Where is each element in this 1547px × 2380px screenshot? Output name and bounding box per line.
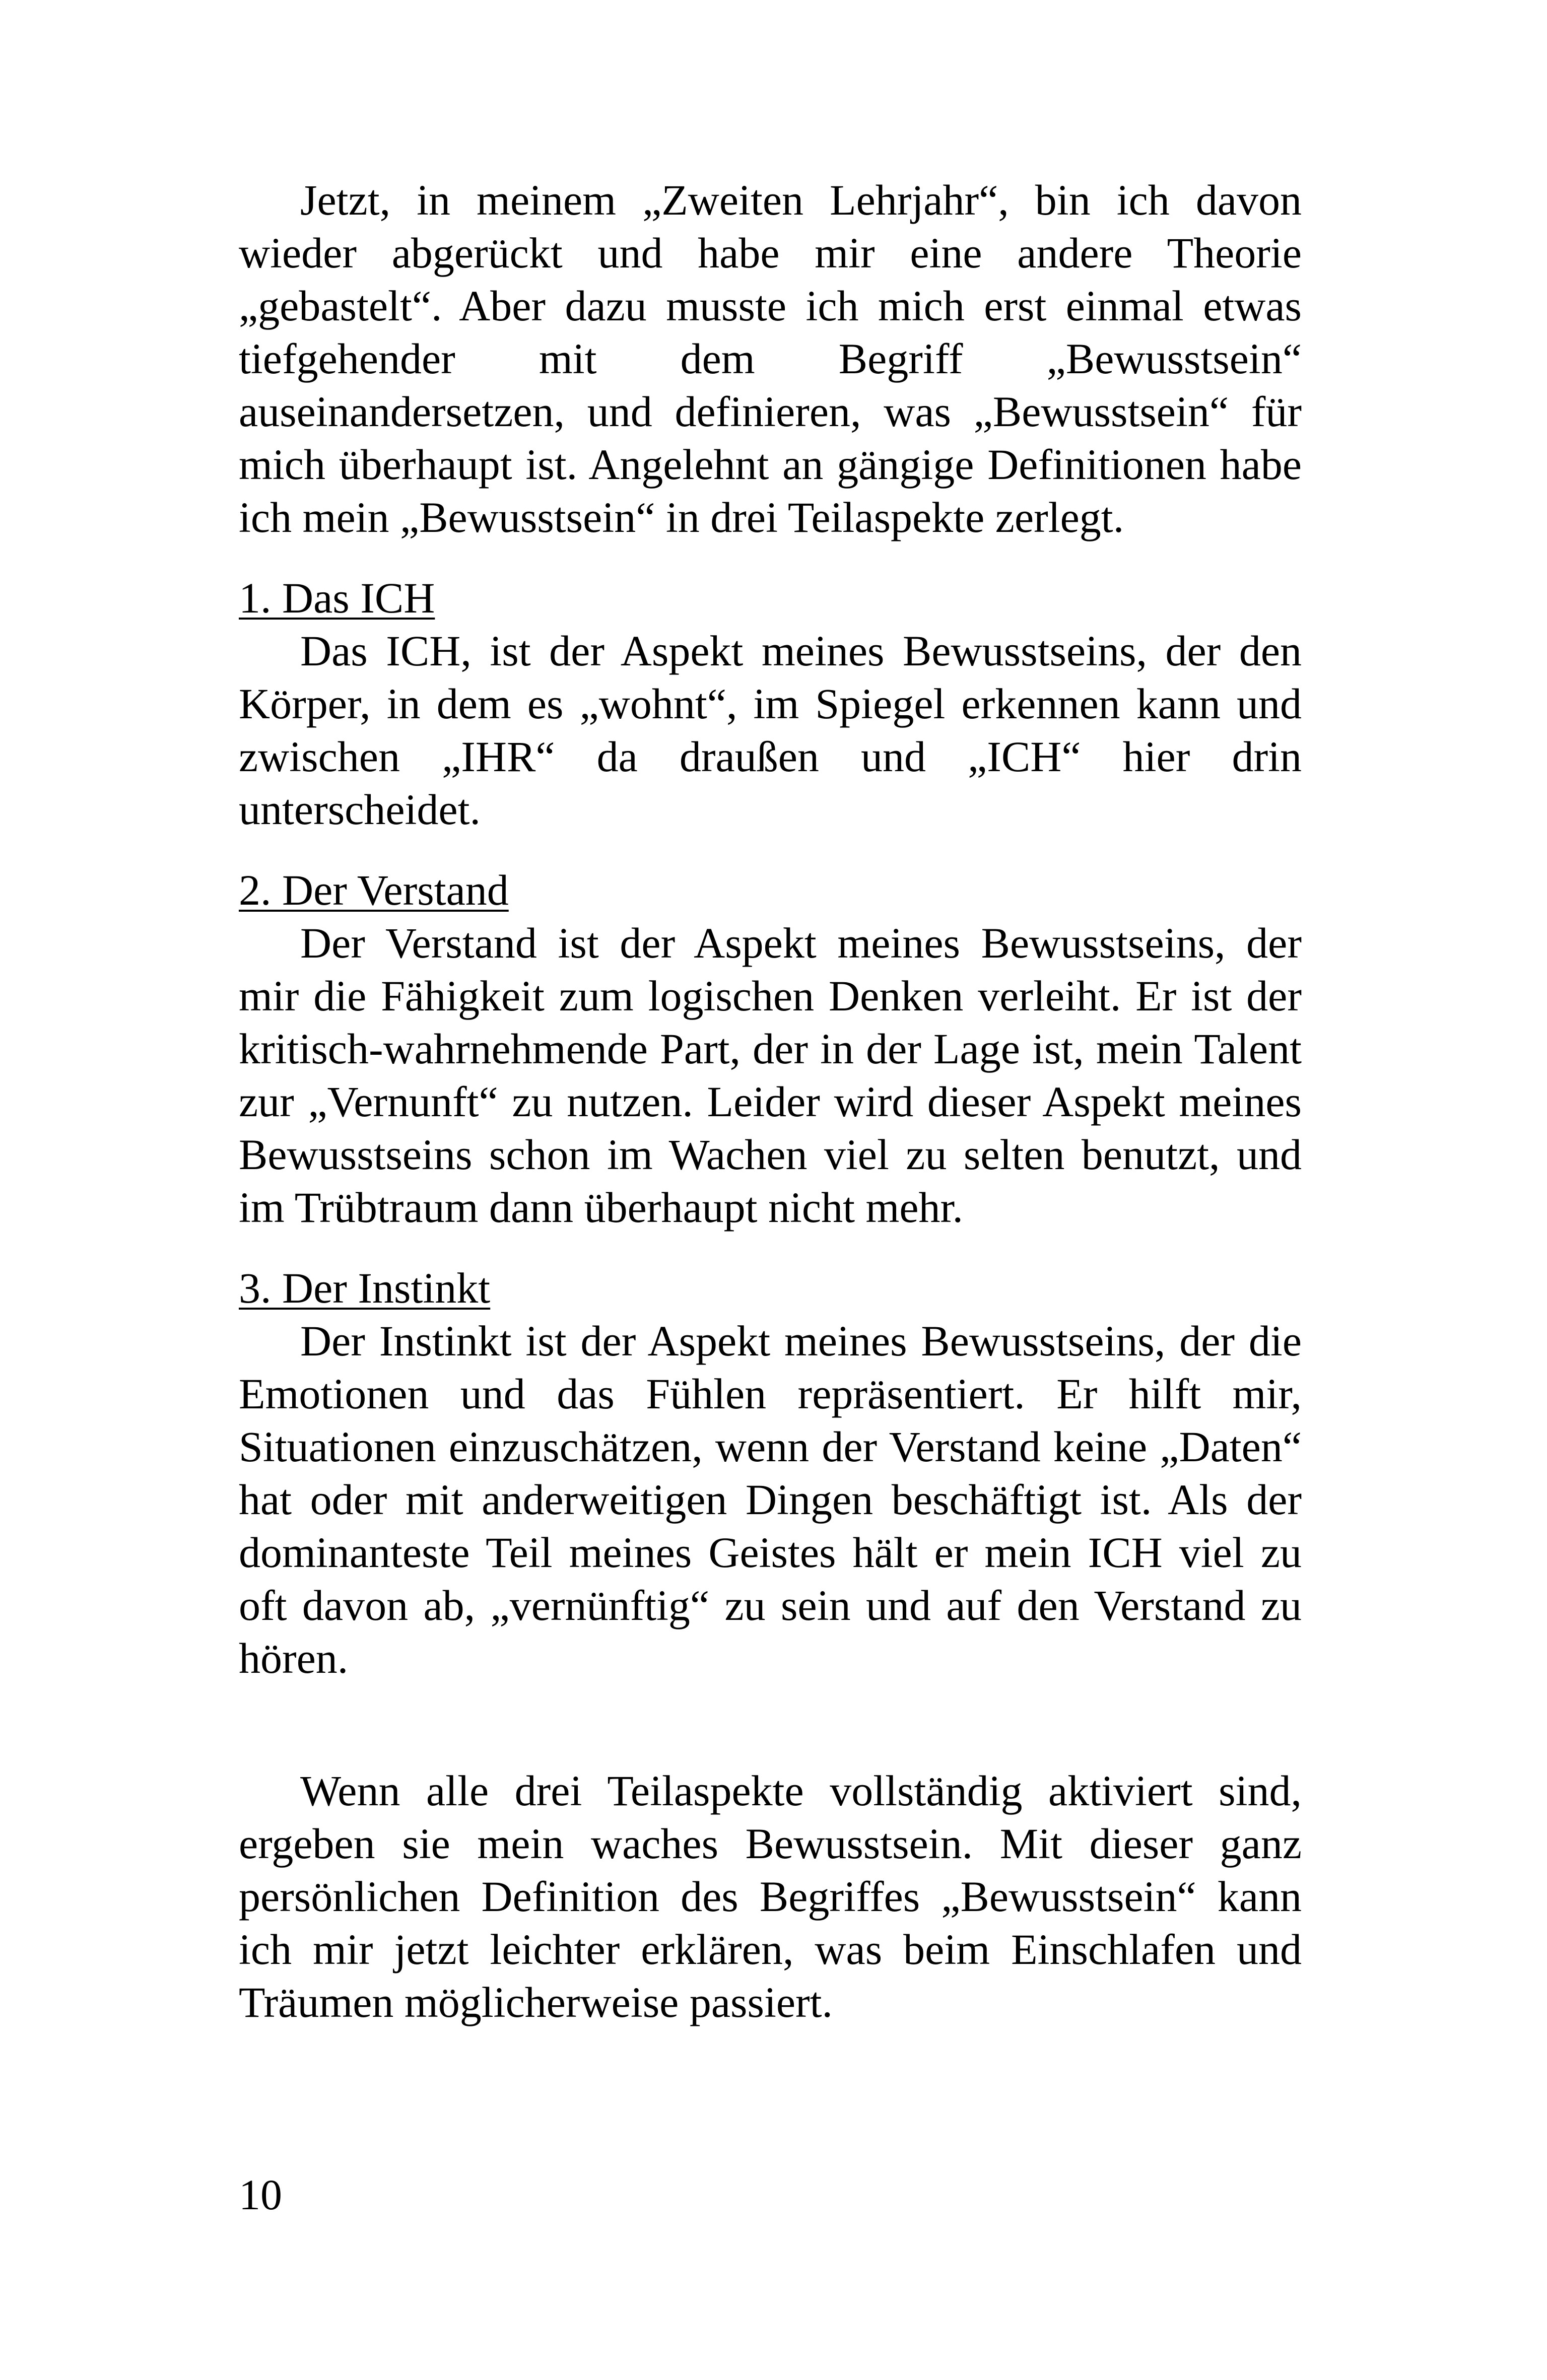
section-heading-verstand: 2. Der Verstand [239,866,509,914]
section-body-verstand: Der Verstand ist der Aspekt meines Bewusstseins, der mir die Fähigkeit zum logischen Denken verleiht. Er ist der kritisch-wahrnehmende Part, der in der Lage ist, mein Talent zur „Vernunft“ zu nutzen. Leider wird dieser Aspekt meines Bewusstseins schon im Wachen viel zu selten benutzt, und im Trübtraum dann überhaupt nicht mehr. [239,919,1302,1232]
section-heading-ich: 1. Das ICH [239,574,435,622]
intro-paragraph: Jetzt, in meinem „Zweiten Lehrjahr“, bin ich davon wieder abgerückt und habe mir eine andere Theorie „gebastelt“. Aber dazu musste ich mich erst einmal etwas tiefgehender mit dem Begriff „Bewusstsein“ auseinandersetzen, und definieren, was „Bewusstsein“ für mich überhaupt ist. Angelehnt an gängige Definitionen habe ich mein „Bewusstsein“ in drei Teilaspekte zerlegt. [239,176,1302,541]
section-body-ich: Das ICH, ist der Aspekt meines Bewusstseins, der den Körper, in dem es „wohnt“, im Spiegel erkennen kann und zwischen „IHR“ da draußen und „ICH“ hier drin unterscheidet. [239,627,1302,834]
section-heading-instinkt: 3. Der Instinkt [239,1264,491,1312]
page-content [239,174,1302,2029]
conclusion-paragraph: Wenn alle drei Teilaspekte vollständig aktiviert sind, ergeben sie mein waches Bewusstsein. Mit dieser ganz persönlichen Definition des Begriffes „Bewusstsein“ kann ich mir jetzt leichter erklären, was beim Einschlafen und Träumen möglicherweise passiert. [239,1766,1302,2026]
section-body-instinkt: Der Instinkt ist der Aspekt meines Bewusstseins, der die Emotionen und das Fühlen repräsentiert. Er hilft mir, Situationen einzuschätzen, wenn der Verstand keine „Daten“ hat oder mit anderweitigen Dingen beschäftigt ist. Als der dominanteste Teil meines Geistes hält er mein ICH viel zu oft davon ab, „vernünftig“ zu sein und auf den Verstand zu hören. [239,1317,1302,1682]
page-number: 10 [239,2170,282,2219]
